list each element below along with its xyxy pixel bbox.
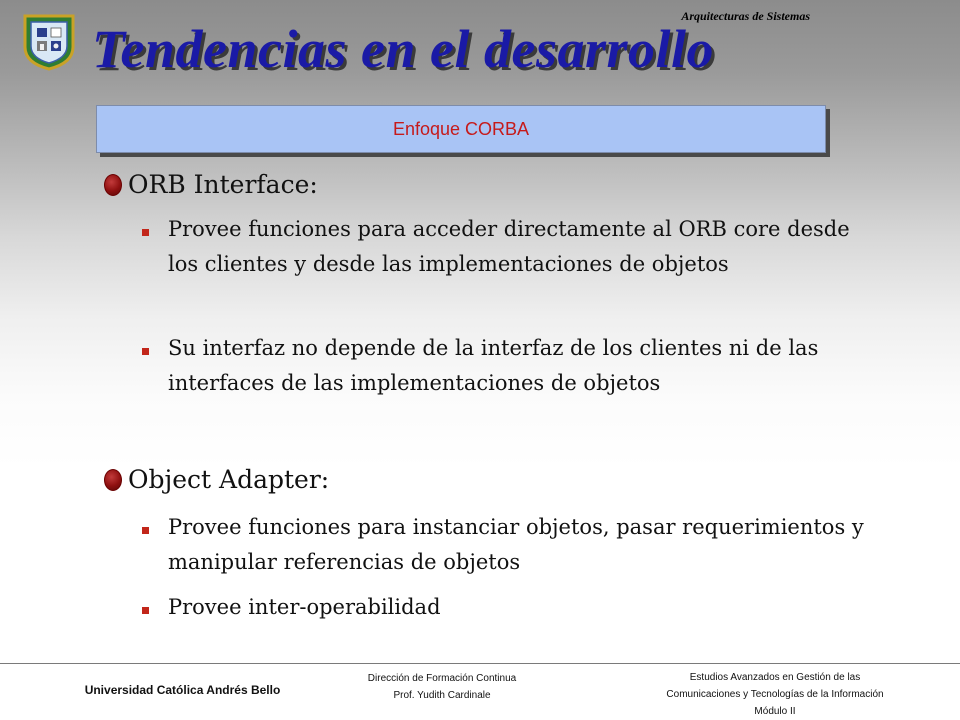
list-item-text: Provee funciones para instanciar objetos, pasar requerimientos y manipular referencias de objetos [168,515,864,574]
footer-program [620,669,930,720]
course-header: Arquitecturas de Sistemas [681,9,810,23]
list-item [142,218,882,282]
list-item-text: Provee funciones para acceder directamente al ORB core desde los clientes y desde las implementaciones de objetos [168,217,850,276]
section-heading-object-adapter [104,465,329,494]
footer-program-line: Estudios Avanzados en Gestión de las [689,672,861,683]
footer-university: Universidad Católica Andrés Bello [84,683,281,697]
square-bullet-icon [142,348,149,355]
footer-department [300,670,584,704]
list-item [142,337,882,401]
footer-department-line: Dirección de Formación Continua [367,673,517,684]
round-bullet-icon [104,174,122,196]
section-heading-orb-interface [104,170,318,199]
slide-title: Tendencias en el desarrollo [92,19,715,79]
list-item [142,596,882,625]
section-heading-text: ORB Interface: [128,170,318,199]
footer-divider [0,663,960,664]
list-item-text: Su interfaz no depende de la interfaz de los clientes ni de las interfaces de las implementaciones de objetos [168,336,819,395]
footer-professor-line: Prof. Yudith Cardinale [393,690,491,701]
list-item [142,516,882,580]
square-bullet-icon [142,607,149,614]
section-heading-text: Object Adapter: [128,465,330,494]
footer-program-line: Comunicaciones y Tecnologías de la Información [666,689,884,700]
round-bullet-icon [104,469,122,491]
subtitle-text: Enfoque CORBA [392,118,530,139]
subtitle-banner [96,105,826,153]
university-crest-icon [22,13,76,71]
footer-module-line: Módulo II [754,706,796,717]
list-item-text: Provee inter-operabilidad [168,595,441,619]
square-bullet-icon [142,527,149,534]
square-bullet-icon [142,229,149,236]
